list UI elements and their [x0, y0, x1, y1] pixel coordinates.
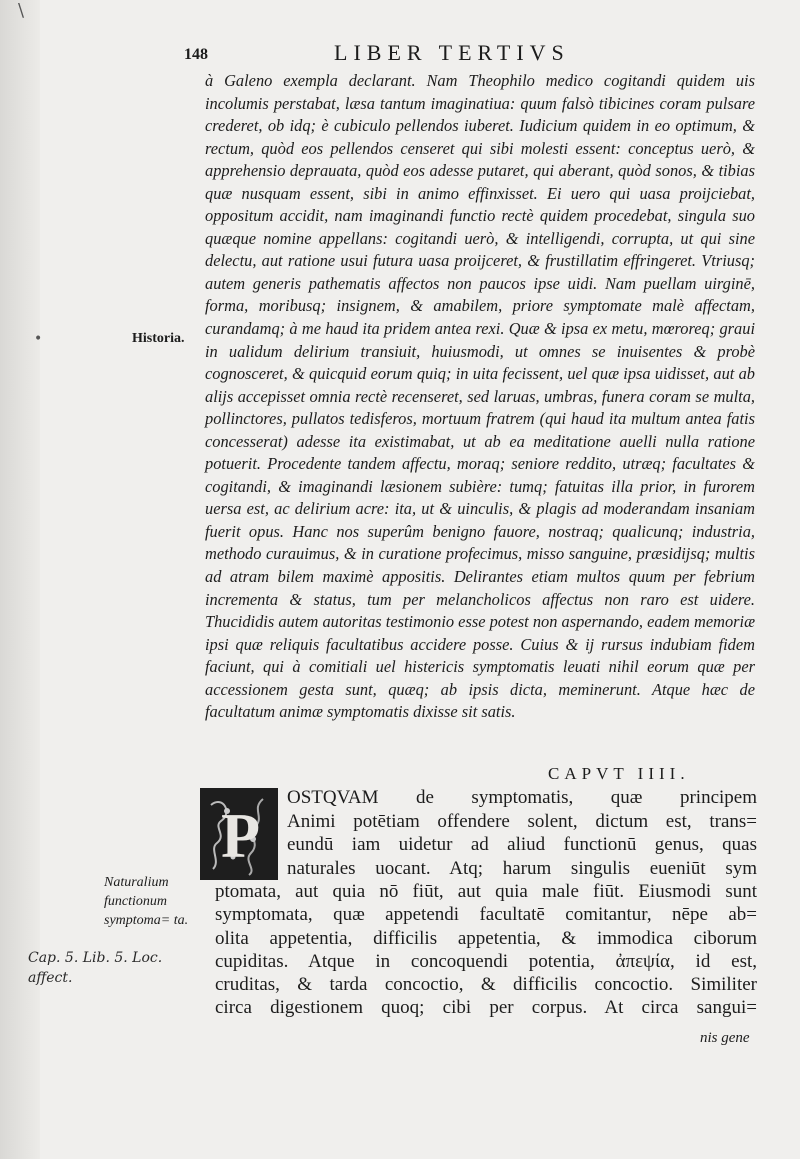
chapter-title: CAPVT IIII.: [548, 764, 690, 783]
margin-dot: •: [34, 331, 43, 347]
chapter-text-rest: [215, 880, 757, 1020]
text-line: eundū iam uidetur ad aliud functionū genus, quas: [287, 834, 757, 855]
margin-note-naturalium: Naturalium functionum symptoma= ta.: [104, 875, 189, 928]
folio-number: 148: [184, 46, 208, 63]
margin-note-historia: Historia.: [132, 331, 185, 346]
text-line: naturales uocant. Atq; harum singulis eueniūt sym: [287, 857, 757, 879]
text-line: cruditas, & tarda concoctio, & difficilis concoctio. Similiter: [215, 974, 757, 996]
corner-mark: \: [18, 0, 25, 21]
text-line: circa digestionem quoq; cibi per corpus. At circa sangui=: [215, 997, 757, 1019]
decorated-initial-p: [200, 788, 278, 880]
text-line: cupiditas. Atque in concoquendi potentia, ἀπεψία, id est,: [215, 950, 757, 972]
text-line: symptomata, quæ appetendi facultatē comitantur, nēpe ab=: [215, 904, 757, 926]
handwritten-annotation: Cap. 5. Lib. 5. Loc. affect.: [28, 950, 163, 986]
italic-paragraph: à Galeno exempla declarant. Nam Theophilo medico cogitandi quidem uis incolumis perstabat, læsa tantum imaginatiua: quum falsò tibicines coram pulsare crederet, ob idq; è cubiculo pellendos iuberet. Iudicium quidem in eo optimum, & rectum, quòd eos pellendos censeret qui sibi molesti essent: conceptus uerò, & apprehensio deprauata, quòd eos adesse putaret, qui aberant, quòd sonos, & tibias quæ nusquam essent, sibi in animo effinxisset. Ei uero qui uasa proijciebat, oppositum accidit, nam imaginandi functio rectè quidem procedebat, singula suo quæque nomine appellans: cogitandi uerò, & intelligendi, corrupta, ut qui sine delectu, aut ratione usui futura uasa proijceret, & frustillatim effringeret. Vtriusq; autem generis pathematis affectos non paucos ipse uidi. Nam puellam uirginē, forma, moribusq; insignem, & amabilem, priore symptomate malè affectam, curandamq; à me haud ita pridem antea rexi. Quæ & ipsa ex metu, mœroreq; graui in ualidum delirium transiuit, huiusmodi, ut omnes se inuisentes & probè cognosceret, & quicquid eorum quiq; in uita fecissent, uel quæ ipsa uidisset, aut ab alijs accepisset omnia rectè recenseret, sed laruas, umbras, funera coram se multa, pollinctores, pullatos tedisferos, mortuum fratrem (qui haud ita multum antea fatis concesserat) adesse ita existimabat, ut ab ea meditatione auelli nulla ratione potuerit. Procedente tandem affectu, moraq; seniore reddito, utræq; facultates & cogitandi, & imaginandi læsionem subière: tumq; fatuitas illa prior, in furorem uersa est, ac delirium acre: ita, ut & uinculis, & plagis ad moderandam insaniam fuerit opus. Hanc nos superûm benigno fauore, nostraq; qualicunq; industria, methodo curauimus, & in curatione profecimus, misso sanguine, præsidijsq; multis ad atram bilem maximè appositis. Delirantes etiam multos quum per febrium incrementa & status, tum per melancholicos affectus non raro est uidere. Thucididis autem autoritas testimonio esse potest non aspernando, eadem memoriæ ipsi quæ reliquis facultatibus accidere posse. Cuius & ij rursus indubiam fidem faciunt, qui à comitiali uel histericis symptomatis leuati nihil eorum quæ per accessionem gesta sunt, quæq; ab ipsis dicta, meminerunt. Atque hæc de facultatum animæ symptomatis dixisse sit satis.: [205, 71, 755, 722]
text-line: ptomata, aut quia nō fiūt, aut quia male fiūt. Eiusmodi sunt: [215, 881, 757, 902]
running-head: LIBER TERTIVS: [334, 40, 570, 65]
text-line: OSTQVAM de symptomatis, quæ principem: [287, 787, 757, 808]
svg-text:P: P: [221, 800, 261, 871]
catchword: nis gene: [700, 1030, 750, 1046]
page-header: [184, 40, 744, 70]
text-line: olita appetentia, difficilis appetentia, & immodica ciborum: [215, 927, 757, 949]
italic-body-text: [205, 70, 755, 724]
chapter-text-first-lines: [287, 786, 757, 880]
decorated-initial-svg: [203, 791, 275, 877]
text-line: Animi potētiam offendere solent, dictum est, trans=: [287, 810, 757, 832]
